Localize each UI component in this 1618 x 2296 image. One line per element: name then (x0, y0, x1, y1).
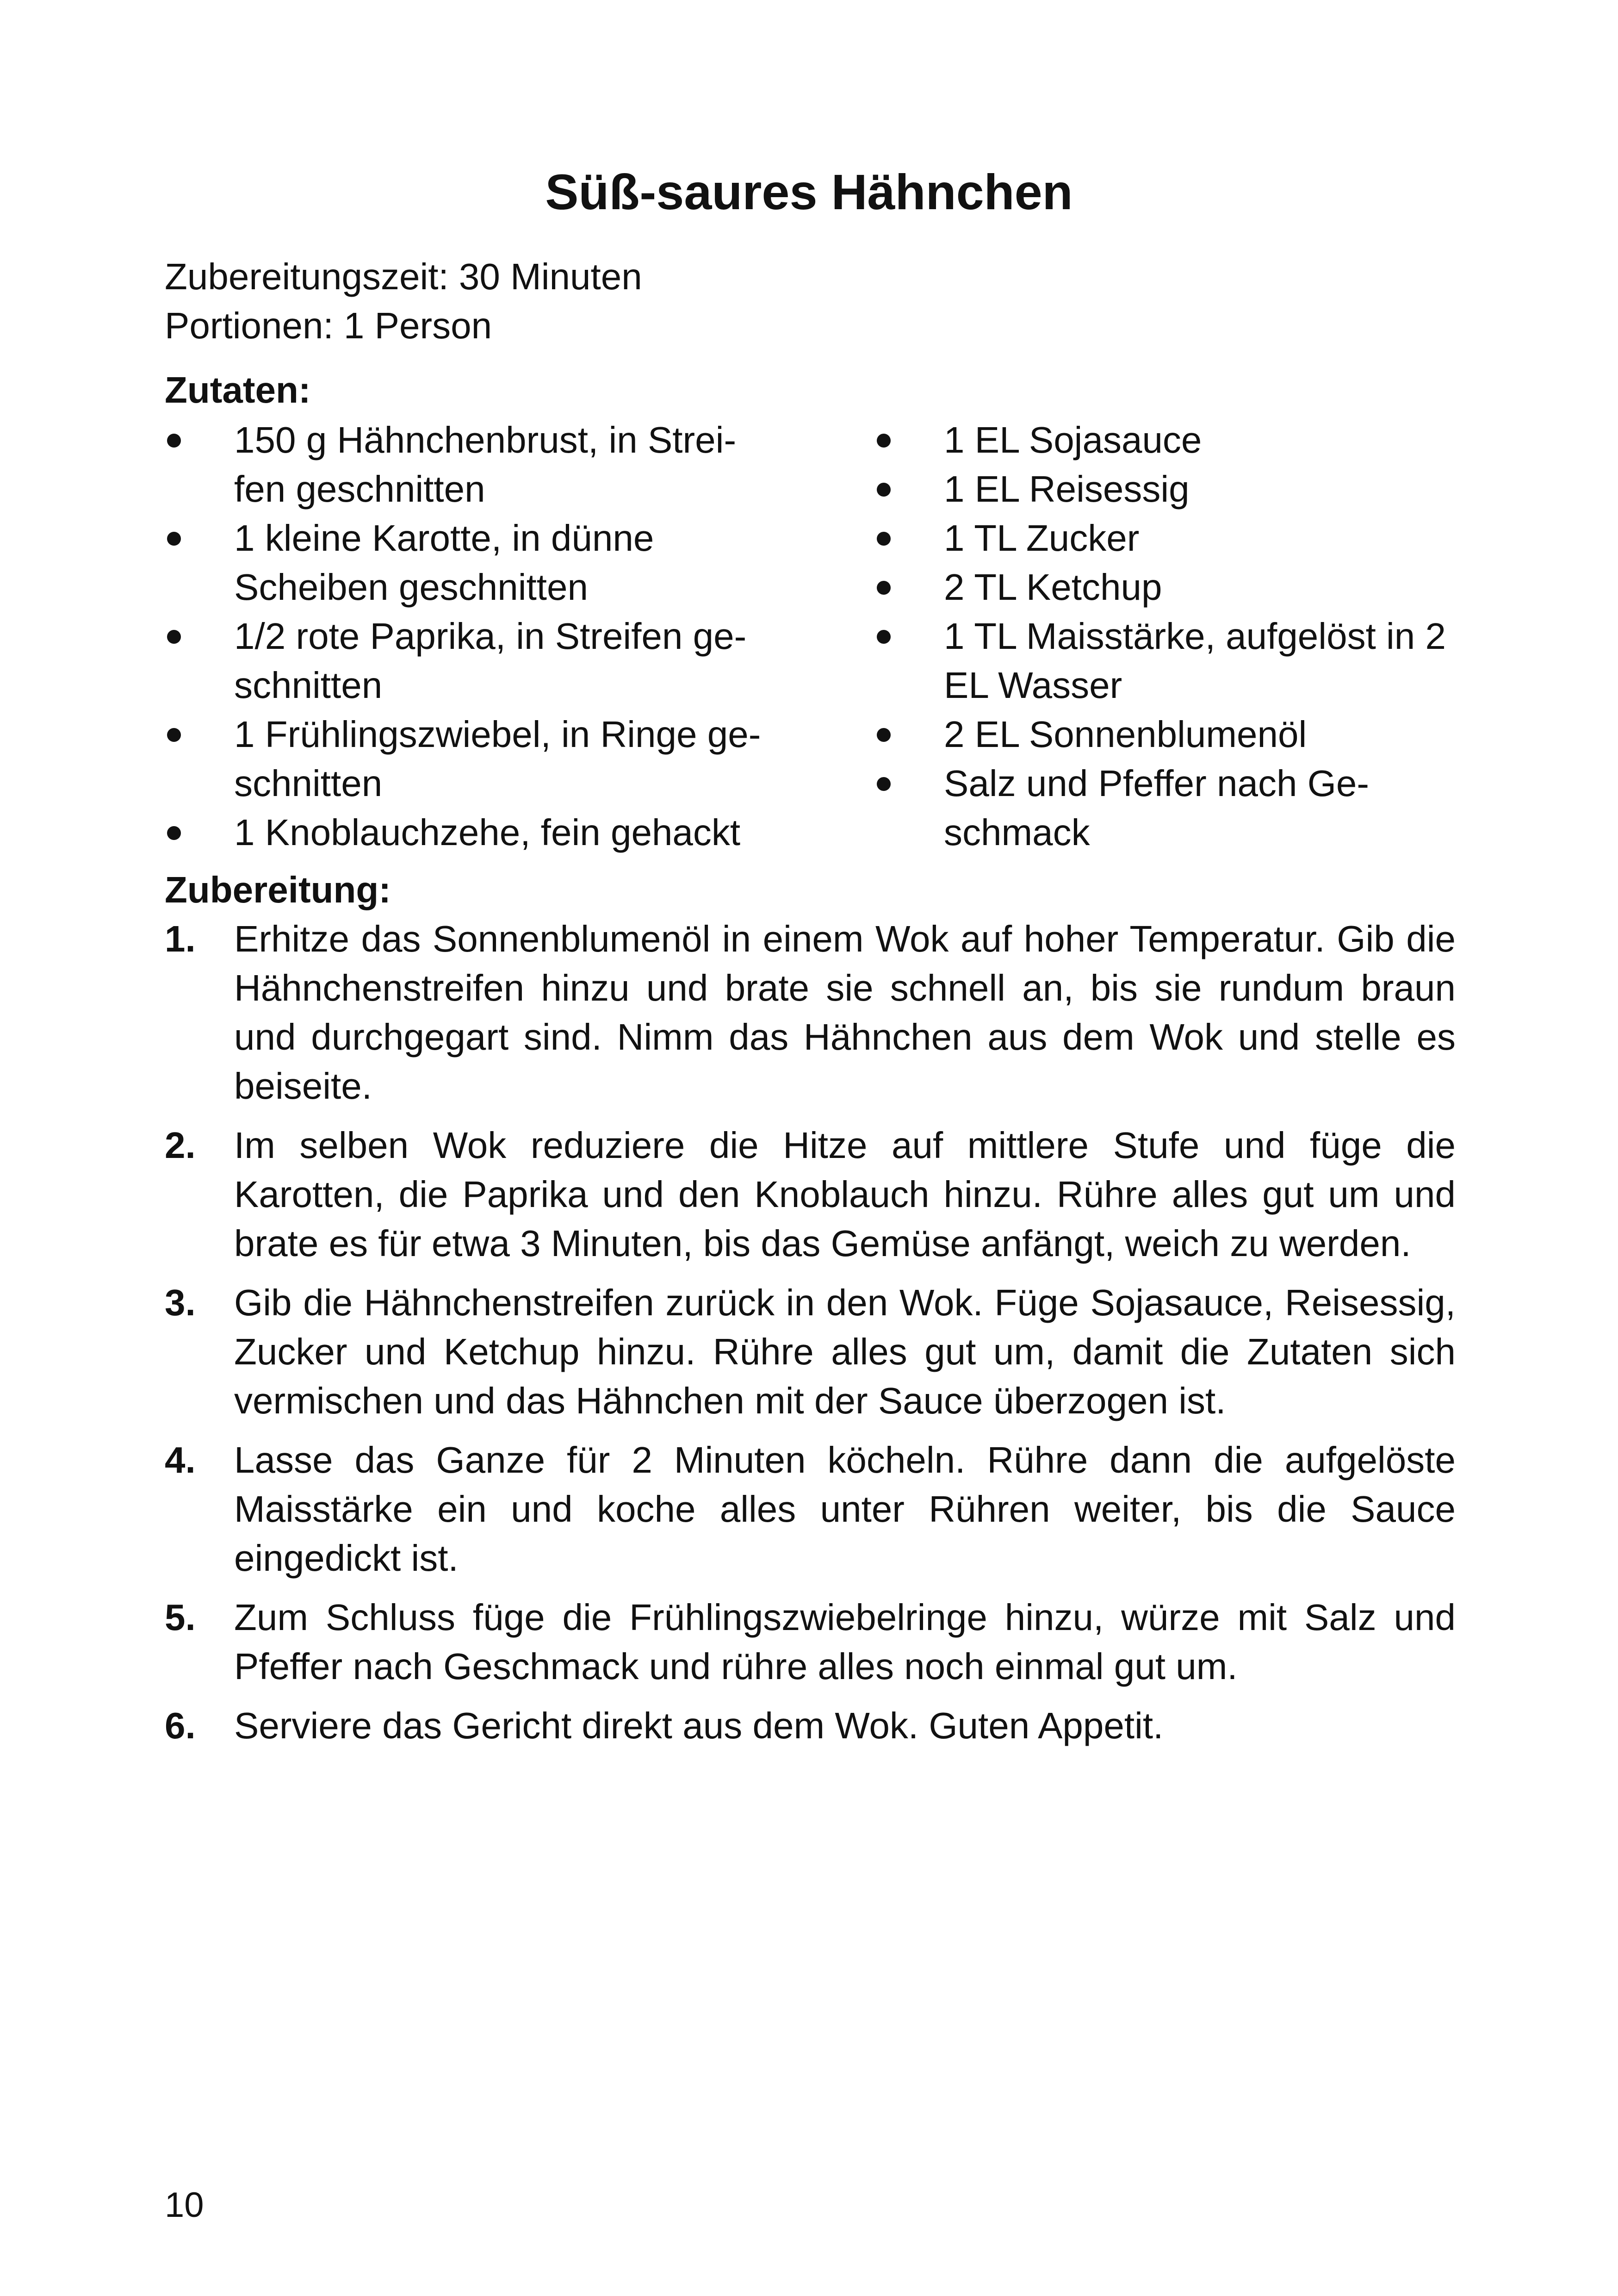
step-item (165, 1436, 1456, 1583)
ingredients-list-left (165, 416, 766, 857)
step-item (165, 1278, 1456, 1425)
step-item (165, 1701, 1456, 1750)
bullet-icon (167, 728, 181, 742)
bullet-icon (877, 728, 891, 742)
ingredients-heading: Zutaten: (165, 369, 311, 411)
page-number: 10 (165, 2185, 204, 2225)
bullet-icon (167, 826, 181, 840)
step-number: 1. (165, 918, 196, 959)
step-number: 4. (165, 1439, 196, 1481)
step-item (165, 1121, 1456, 1268)
bullet-icon (167, 434, 181, 448)
ingredient-item: 2 TL Ketchup (874, 563, 1476, 612)
step-text: Lasse das Ganze für 2 Minuten köcheln. Rühre dann die aufgelöste Maisstärke ein und koche alles unter Rühren weiter, bis die Sauce eingedickt ist. (234, 1439, 1456, 1579)
ingredient-item: Salz und Pfeffer nach Ge-schmack (874, 759, 1476, 857)
recipe-title: Süß-saures Hähnchen (545, 164, 1073, 220)
ingredient-item: 1 Knoblauchzehe, fein gehackt (165, 808, 766, 857)
bullet-icon (167, 630, 181, 644)
bullet-icon (877, 777, 891, 791)
preparation-steps (165, 915, 1456, 1761)
step-text: Gib die Hähnchenstreifen zurück in den Wok. Füge Sojasauce, Reisessig, Zucker und Ketchup hinzu. Rühre alles gut um, damit die Zutaten sich vermischen und das Hähnchen mit der Sauce überzogen ist. (234, 1282, 1456, 1421)
prep-time: Zubereitungszeit: 30 Minuten (165, 256, 642, 297)
step-text: Im selben Wok reduziere die Hitze auf mittlere Stufe und füge die Karotten, die Paprika und den Knoblauch hinzu. Rühre alles gut um und brate es für etwa 3 Minuten, bis das Gemüse anfängt, weich zu werden. (234, 1125, 1456, 1264)
ingredient-item: 2 EL Sonnenblumenöl (874, 710, 1476, 759)
ingredient-item: 1 EL Reisessig (874, 465, 1476, 514)
ingredient-item: 1 Frühlingszwiebel, in Ringe ge-schnitten (165, 710, 766, 808)
servings: Portionen: 1 Person (165, 305, 492, 346)
step-text: Zum Schluss füge die Frühlingszwiebelringe hinzu, würze mit Salz und Pfeffer nach Geschmack und rühre alles noch einmal gut um. (234, 1597, 1456, 1687)
bullet-icon (877, 434, 891, 448)
bullet-icon (877, 581, 891, 595)
step-number: 6. (165, 1705, 196, 1746)
step-number: 3. (165, 1282, 196, 1323)
ingredient-item: 1 TL Zucker (874, 514, 1476, 563)
bullet-icon (877, 630, 891, 644)
ingredient-item: 150 g Hähnchenbrust, in Strei-fen geschnitten (165, 416, 766, 514)
bullet-icon (877, 532, 891, 546)
ingredient-item: 1/2 rote Paprika, in Streifen ge-schnitten (165, 612, 766, 710)
bullet-icon (877, 483, 891, 497)
step-number: 5. (165, 1597, 196, 1638)
ingredients-list-right (874, 416, 1476, 857)
ingredient-item: 1 EL Sojasauce (874, 416, 1476, 465)
step-item (165, 1593, 1456, 1691)
step-text: Serviere das Gericht direkt aus dem Wok. Guten Appetit. (234, 1705, 1164, 1746)
step-item (165, 915, 1456, 1111)
recipe-meta (165, 252, 642, 350)
preparation-heading: Zubereitung: (165, 869, 391, 910)
bullet-icon (167, 532, 181, 546)
step-text: Erhitze das Sonnenblumenöl in einem Wok auf hoher Temperatur. Gib die Hähnchenstreifen hinzu und brate sie schnell an, bis sie rundum braun und durchgegart sind. Nimm das Hähnchen aus dem Wok und stelle es beiseite. (234, 918, 1456, 1107)
step-number: 2. (165, 1125, 196, 1166)
ingredient-item: 1 kleine Karotte, in dünne Scheiben geschnitten (165, 514, 766, 612)
ingredient-item: 1 TL Maisstärke, aufgelöst in 2 EL Wasser (874, 612, 1476, 710)
